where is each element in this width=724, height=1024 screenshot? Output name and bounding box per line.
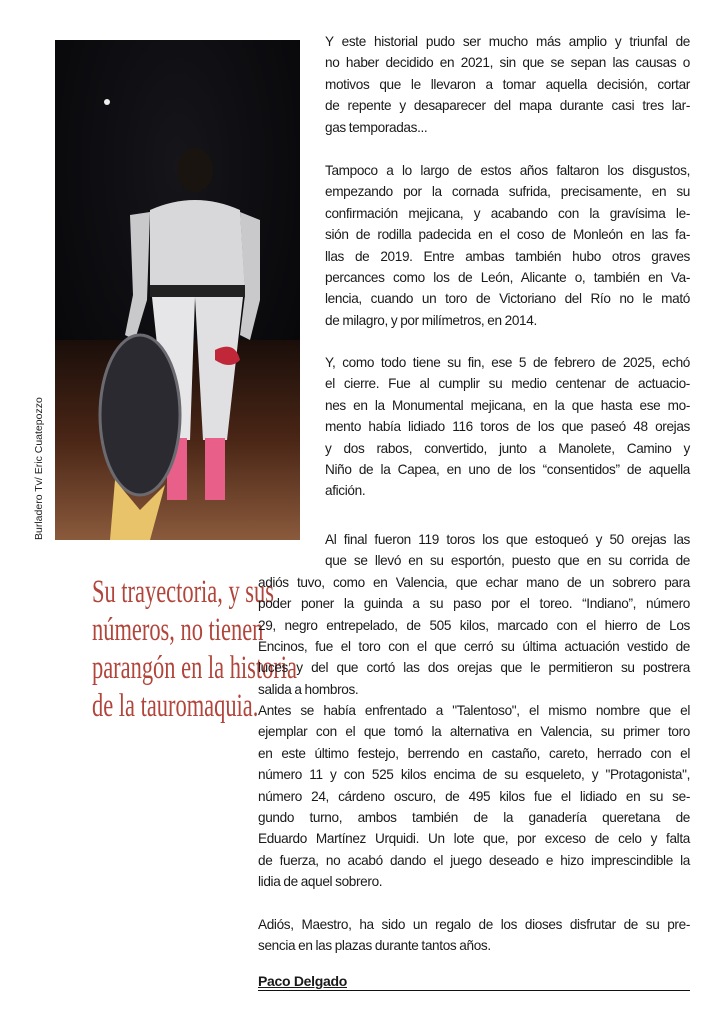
text-line: Al final fueron 119 toros los que estoqueó y 50 orejas las — [325, 532, 690, 547]
bullfighter-image-icon — [55, 40, 300, 540]
text-line: luces y del que cortó las dos orejas que le permitieron su postrera — [258, 660, 690, 676]
text-line: de repente y desaparecer del mapa durante casi tres lar- — [325, 98, 690, 114]
pull-quote-line: parangón en la historia — [92, 650, 298, 686]
text-line: nes en la Monumental mejicana, en la que hasta ese mo- — [325, 397, 690, 413]
text-line: Niño de la Capea, en uno de los “consentidos” de aquella — [325, 462, 690, 478]
text-line: Y, como todo tiene su fin, ese 5 de febrero de 2025, echó — [325, 355, 690, 370]
text-line: número 24, cárdeno oscuro, de 495 kilos fue el lidiado en su se- — [258, 788, 690, 804]
text-line: confirmación mejicana, y acabando con la gravísima le- — [325, 205, 690, 221]
text-line: gas temporadas... — [325, 119, 428, 135]
paragraph — [258, 529, 690, 700]
paragraph — [258, 914, 690, 957]
text-line: Antes se había enfrentado a "Talentoso", el mismo nombre que el — [258, 703, 690, 718]
text-line: Adiós, Maestro, ha sido un regalo de los dioses disfrutar de su pre- — [258, 917, 690, 932]
text-line: Y este historial pudo ser mucho más amplio y triunfal de — [325, 34, 690, 49]
text-line: adiós tuvo, como en Valencia, que echar mano de un sobrero para — [258, 574, 690, 590]
text-line: el cierre. Fue al cumplir su medio centenar de actuacio- — [325, 376, 690, 392]
text-line: sión de rodilla padecida en el coso de Monleón en las fa- — [325, 227, 690, 243]
pull-quote-line: Su trayectoria, y sus — [92, 574, 274, 610]
text-line: y dos rabos, convertido, junto a Manolete, Camino y — [325, 440, 690, 456]
text-line: 29, negro entrepelado, de 505 kilos, marcado con el hierro de Los — [258, 617, 690, 633]
pull-quote-line: números, no tienen — [92, 612, 264, 648]
text-line: salida a hombros. — [258, 681, 359, 697]
text-line: no haber decidido en 2021, sin que se sepan las causas o — [325, 55, 690, 71]
text-line: sencia en las plazas durante tantos años. — [258, 938, 491, 954]
text-line: afición. — [325, 483, 366, 499]
author-signature: Paco Delgado — [258, 972, 690, 991]
text-line: en este último festejo, berrendo en castaño, careto, herrado con el — [258, 745, 690, 761]
photo-caption: Burladero Tv/ Eric Cuatepozzo — [33, 397, 45, 540]
text-line: empezando por la cornada sufrida, precisamente, en su — [325, 184, 690, 200]
text-line: que se llevó en su esportón, puesto que en su corrida de — [325, 553, 690, 569]
text-line: mento había lidiado 116 toros de los que paseó 48 orejas — [325, 419, 690, 435]
text-line: lencia, cuando un toro de Victoriano del Río no le mató — [325, 291, 690, 307]
text-line: percances como los de León, Alicante o, también en Va- — [325, 270, 690, 286]
text-line: llas de 2019. Entre ambas también hubo otros graves — [325, 248, 690, 264]
text-line: Tampoco a lo largo de estos años faltaron los disgustos, — [325, 163, 690, 178]
paragraph — [325, 352, 690, 502]
paragraph — [325, 31, 690, 138]
paragraph — [258, 700, 690, 893]
text-line: de milagro, y por milímetros, en 2014. — [325, 312, 537, 328]
text-line: número 11 y con 525 kilos encima de su esqueleto, y "Protagonista", — [258, 767, 690, 783]
text-line: Encinos, fue el toro con el que cerró su última actuación vestido de — [258, 639, 690, 655]
text-line: ejemplar con el que tomó la alternativa en Valencia, su primer toro — [258, 724, 690, 740]
paragraph — [325, 160, 690, 331]
pull-quote-line: de la tauromaquia. — [92, 688, 259, 724]
text-line: gundo turno, ambos también de la ganadería queretana de — [258, 810, 690, 826]
text-line: Eduardo Martínez Urquidi. Un lote que, por exceso de celo y falta — [258, 831, 690, 847]
pull-quote — [20, 573, 298, 725]
text-line: de fuerza, no acabó dando el juego deseado e hizo imprescindible la — [258, 852, 690, 868]
text-line: poder poner la guinda a su paso por el toreo. “Indiano”, número — [258, 596, 690, 612]
text-line: lidia de aquel sobrero. — [258, 874, 383, 890]
text-line: motivos que le llevaron a tomar aquella decisión, cortar — [325, 76, 690, 92]
bullfighter-photo — [55, 40, 300, 540]
